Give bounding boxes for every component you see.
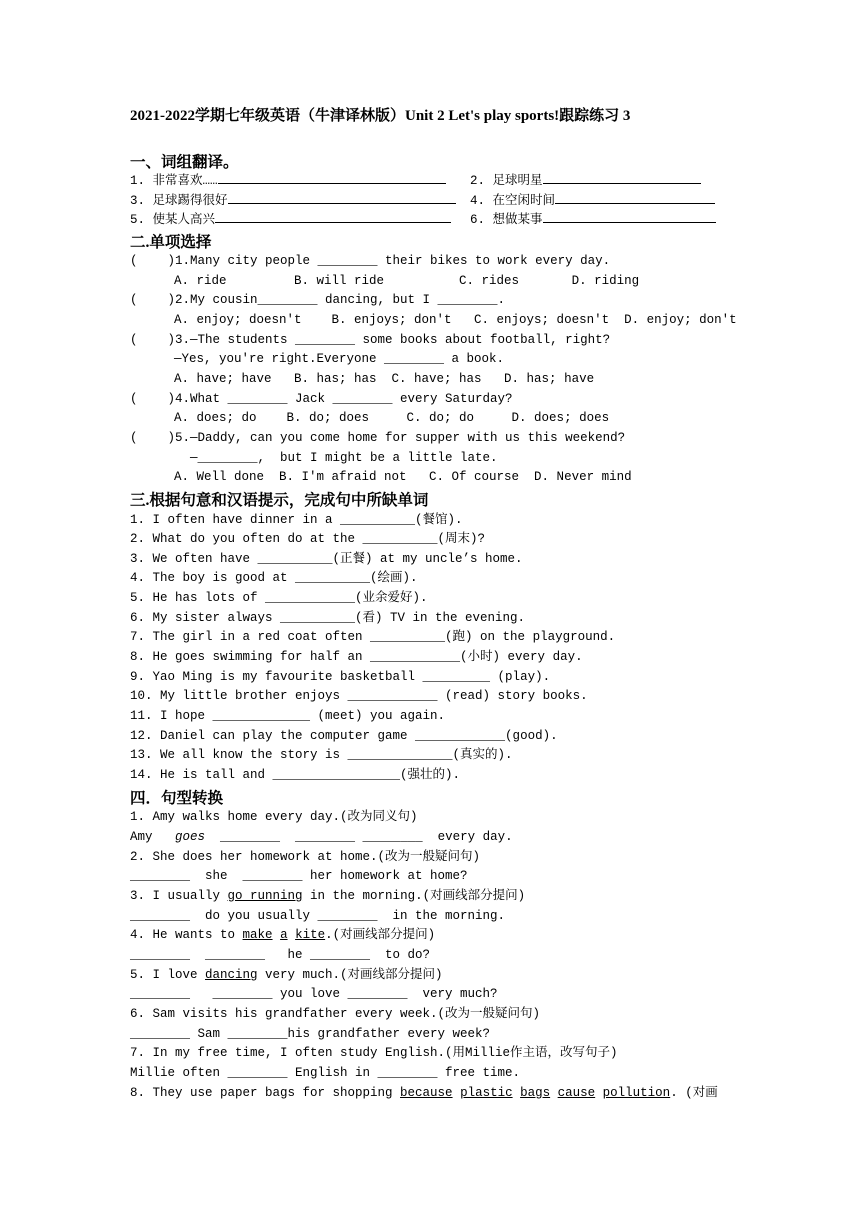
fill-item-6: 6. My sister always __________(看) TV in the evening. (130, 611, 526, 625)
mc-options-4: A. does; do B. do; does C. do; do D. does; does (174, 411, 610, 425)
transform-q3: 3. I usually go running in the morning.(对画线部分提问) (130, 889, 526, 903)
mc-question-3-reply: —Yes, you're right.Everyone ________ a book. (174, 352, 505, 366)
fill-item-10: 10. My little brother enjoys ____________ (read) story books. (130, 689, 588, 703)
transform-a2: ________ she ________ her homework at home? (130, 869, 468, 883)
fill-item-4: 4. The boy is good at __________(绘画). (130, 571, 418, 585)
fill-item-2: 2. What do you often do at the __________(周末)? (130, 532, 486, 546)
transform-q6: 6. Sam visits his grandfather every week.(改为一般疑问句) (130, 1007, 541, 1021)
transform-q1: 1. Amy walks home every day.(改为同义句) (130, 810, 418, 824)
fill-item-12: 12. Daniel can play the computer game ____________(good). (130, 729, 558, 743)
section-1-heading: 一、词组翻译。 (130, 154, 239, 171)
section-2-heading: 二.单项选择 (130, 234, 212, 251)
fill-item-3: 3. We often have __________(正餐) at my uncle’s home. (130, 552, 523, 566)
transform-a3: ________ do you usually ________ in the morning. (130, 909, 506, 923)
mc-question-5: ( )5.—Daddy, can you come home for supper with us this weekend? (130, 431, 626, 445)
fill-item-13: 13. We all know the story is ______________(真实的). (130, 748, 513, 762)
mc-question-1: ( )1.Many city people ________ their bikes to work every day. (130, 254, 611, 268)
fill-item-7: 7. The girl in a red coat often __________(跑) on the playground. (130, 630, 616, 644)
fill-item-14: 14. He is tall and _________________(强壮的). (130, 768, 461, 782)
phrase-item-6: 6. 想做某事 (470, 210, 716, 228)
fill-item-9: 9. Yao Ming is my favourite basketball _________ (play). (130, 670, 551, 684)
transform-a5: ________ ________ you love ________ very much? (130, 987, 498, 1001)
transform-q4: 4. He wants to make a kite.(对画线部分提问) (130, 928, 436, 942)
transform-a6: ________ Sam ________his grandfather every week? (130, 1027, 491, 1041)
section-4-heading: 四．句型转换 (130, 790, 224, 807)
mc-options-2: A. enjoy; doesn't B. enjoys; don't C. enjoys; doesn't D. enjoy; don't (174, 313, 737, 327)
transform-a7: Millie often ________ English in ________ free time. (130, 1066, 521, 1080)
fill-item-8: 8. He goes swimming for half an ____________(小时) every day. (130, 650, 583, 664)
phrase-item-3: 3. 足球踢得很好 (130, 191, 456, 209)
transform-q5: 5. I love dancing very much.(对画线部分提问) (130, 968, 443, 982)
transform-a1: Amy goes ________ ________ ________ every day. (130, 830, 513, 844)
fill-item-11: 11. I hope _____________ (meet) you again. (130, 709, 446, 723)
page-title: 2021-2022学期七年级英语（牛津译林版）Unit 2 Let's play sports!跟踪练习 3 (130, 108, 631, 124)
fill-item-1: 1. I often have dinner in a __________(餐馆). (130, 513, 463, 527)
mc-question-4: ( )4.What ________ Jack ________ every Saturday? (130, 392, 513, 406)
mc-options-3: A. have; have B. has; has C. have; has D. has; have (174, 372, 595, 386)
fill-item-5: 5. He has lots of ____________(业余爱好). (130, 591, 428, 605)
mc-options-5: A. Well done B. I'm afraid not C. Of course D. Never mind (174, 470, 632, 484)
phrase-item-2: 2. 足球明星 (470, 171, 701, 189)
phrase-item-4: 4. 在空闲时间 (470, 191, 715, 209)
phrase-item-1: 1. 非常喜欢…… (130, 171, 446, 189)
mc-question-3: ( )3.—The students ________ some books about football, right? (130, 333, 611, 347)
transform-q7: 7. In my free time, I often study English.(用Millie作主语，改写句子) (130, 1046, 618, 1060)
mc-options-1: A. ride B. will ride C. rides D. riding (174, 274, 640, 288)
phrase-item-5: 5. 使某人高兴 (130, 210, 451, 228)
transform-q8: 8. They use paper bags for shopping because plastic bags cause pollution. (对画 (130, 1086, 718, 1100)
section-3-heading: 三.根据句意和汉语提示，完成句中所缺单词 (130, 492, 429, 509)
transform-a4: ________ ________ he ________ to do? (130, 948, 431, 962)
mc-question-2: ( )2.My cousin________ dancing, but I ________. (130, 293, 506, 307)
mc-question-5-reply: —________, but I might be a little late. (190, 451, 498, 465)
transform-q2: 2. She does her homework at home.(改为一般疑问句) (130, 850, 481, 864)
